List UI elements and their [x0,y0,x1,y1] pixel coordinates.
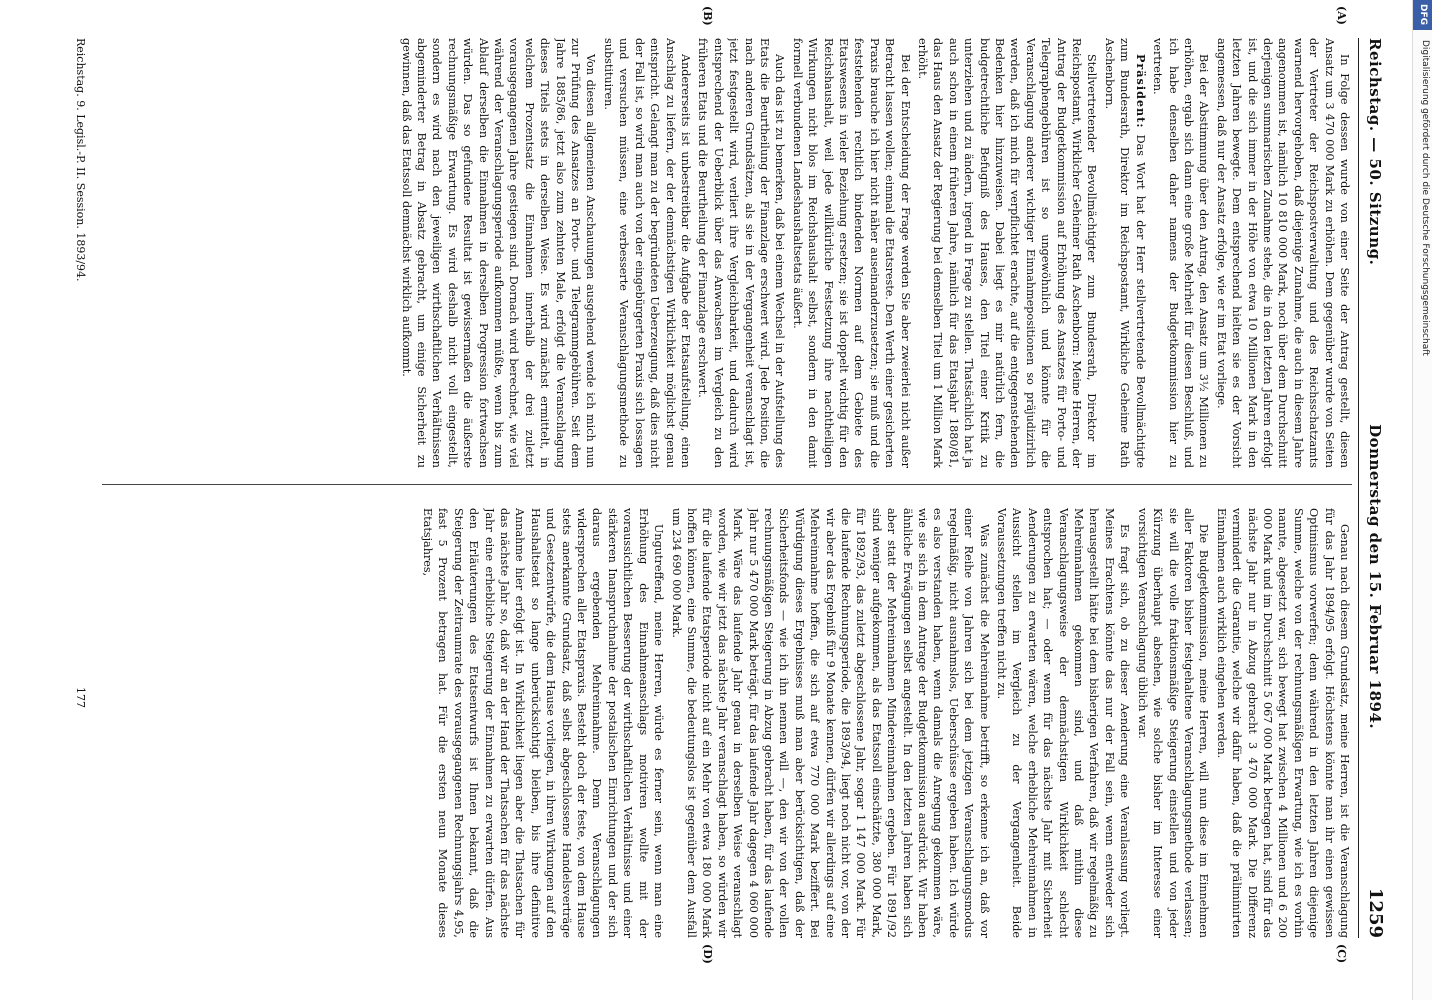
margin-marker-b: (B) [701,6,714,26]
left-column [102,38,1352,468]
right-column [102,508,1352,938]
footer-sheet-number: 177 [74,687,87,708]
header-rule [1358,38,1359,938]
left-paragraph-7: Von diesen allgemeinen Anschauungen ausgehend wende ich mich nun zur Prüfung des Ansatzes an Porto- und Telegrammgebühren. Seit dem Jahre 1885/86, jetzt also zum zehnten Male, erfolgt die Veranschlagung dieses Titels stets in derselben Weise. Es wird zunächst ermittelt, in welchem Prozentsatz die Einnahmen innerhalb der drei zuletzt vorausgegangenen Jahre gestiegen sind. Dornach wird berechnet, wie viel während der Veranschlagungsperiode aufkommen müßte, wenn bis zum Ablauf derselben die Einnahmen in derselben Progression fortwachsen würden. Das so gefundene Resultat ist gewissermaßen die äußerste rechnungsmäßige Erwartung. Es wird deshalb nicht voll eingestellt, sondern es wird nach den jeweiligen wirthschaftlichen Verhältnissen abgeminderter Betrag in Absatz gebracht, um einige Sicherheit zu gewinnen, daß das Etatssoll demnächst wirklich aufkommt. [399,38,598,468]
left-paragraph-2: Bei der Abstimmung über den Antrag, den Ansatz um 3½ Millionen zu erhöhen, ergab sich dann eine große Mehrheit für diesen Beschluß, und ich habe denselben daher namens der Budgetkommission hier zu vertreten. [1151,38,1211,468]
dfg-logo: DFG [1413,0,1432,30]
right-paragraph-2: Die Budgetkommission, meine Herren, will nun diese im Einnehmen aller Faktoren bisher festgehaltene Veranschlagungsmethode verlassen; sie will die volle fraktionsmäßige Steigerung einstellen und von jeder Kürzung überhaupt absehen, wie solche bisher im Interesse einer vorsichtigen Veranschlagung üblich war. [1135,508,1211,938]
column-divider [102,484,1352,485]
left-paragraph-5: Auch das ist zu bemerken, daß bei einem Wechsel in der Aufstellung des Etats die Beurtheilung der Finanzlage erschwert wird. Jede Position, die nach anderen Grundsätzen, als sie in der Vergangenheit veranschlagt ist, jetzt festgestellt wird, verliert ihre Vergleichbarkeit, und dadurch wird entsprechend der Ueberblick über das Anwachsen im Vergleich zu den früheren Etats und die Beurtheilung der Finanzlage erschwert. [696,38,787,468]
right-paragraph-4: Was zunächst die Mehreinnahme betrifft, so erkenne ich an, daß vor einer Reihe von Jahren sich bei dem jetzigen Veranschlagungsmodus regelmäßig, nicht ausnahmslos, Ueberschüsse ergeben haben. Ich würde es also verstanden haben, wenn damals die Anregung gekommen wäre, wie sie sich in dem Antrage der Budgetkommission ausdrückt. Wir haben ähnliche Erwägungen selbst angestellt. In den letzten Jahren haben sich aber statt der Mehreinnahmen Mindereinnahmen ergeben. Für 1891/92 sind weniger aufgekommen, als das Etatssoll einschätzte, 380 000 Mark, für 1892/93, das zuletzt abgeschlossene Jahr, sogar 1 147 000 Mark. Für die laufende Rechnungsperiode, die 1893/94, liegt noch nicht vor, von der wir aber das Ergebniß für 9 Monate kennen, dürfen wir allerdings auf eine Mehreinnahme hoffen, die sich auf etwa 770 000 Mark beziffert. Bei Würdigung dieses Ergebnisses muß man aber berücksichtigen, daß der Sicherheitsfonds — wie ich ihn nennen will —, den wir von der vollen rechnungsmäßigen Steigerung in Abzug gebracht haben, für das laufende Jahr nur 5 470 000 Mark beträgt, für das laufende Jahr dagegen 4 060 000 Mark. Wäre das laufende Jahr genau in derselben Weise veranschlagt worden, wie wir jetzt das nächste Jahr veranschlagt haben, so würden wir für die laufende Etatsperiode nicht auf ein Mehr von etwa 180 000 Mark hoffen können, eine Summe, die bedeutungslos ist gegenüber dem Ausfall um 234 690 000 Mark. [669,508,991,938]
left-paragraph-4: Bei der Entscheidung der Frage werden Sie aber zweierlei nicht außer Betracht lassen wollen; einmal die Etatsreste. Den Werth einer gesicherten Praxis brauche ich hier nicht näher auseinanderzusetzen; sie muß und die feststehenden rechtlich bindenden Normen auf dem Gebiete des Etatswesens in vieler Beziehung ersetzen; sie ist doppelt wichtig für den Reichshaushalt, weil jede willkürliche Festsetzung ihre nachtheiligen Wirkungen nicht blos im Reichshaushalt selbst, sondern in den damit formell verbundenen Landeshaushaltsetats äußert. [790,38,912,468]
header-date: Donnerstag den 15. Februar 1894. [1366,424,1384,730]
left-paragraph-1: In Folge dessen wurde von einer Seite der Antrag gestellt, diesen Ansatz um 3 470 000 Mark zu erhöhen. Dem gegenüber wurde von Seiten der Vertreter der Reichspostverwaltung und des Reichsschatzamts warnend hervorgehoben, daß diejenige Zunahme, die auch in diesem Jahre angenommen ist, nämlich 10 810 000 Mark, noch über dem Durchschnitt derjenigen summarischen Zunahme stehe, die in den letzten Jahren erfolgt ist, und die sich immer in der Höhe von etwa 10 Millionen Mark in den letzten Jahren bewegte. Dem entsprechend hielten sie es der Vorsicht angemessen, daß nur der Ansatz erfolge, wie er im Etat vorliege. [1214,38,1351,468]
page-footer [74,38,87,938]
margin-marker-a: (A) [1335,6,1348,25]
right-paragraph-3: Es fragt sich, ob zu dieser Aenderung eine Veranlassung vorliegt. Meines Erachtens könnte das nur der Fall sein, wenn entweder sich herausgestellt hätte bei dem bisherigen Verfahren, daß wir regelmäßig zu Mehreinnahmen gekommen sind, und daß mithin diese Veranschlagungsweise der demnächstigen Wirklichkeit schlecht entsprochen hat; — oder wenn für das nächste Jahr mit Sicherheit Aenderungen zu erwarten wären, welche erhebliche Mehreinnahmen in Aussicht stellen im Vergleich zu der Vergangenheit. Beide Voraussetzungen treffen nicht zu. [995,508,1132,938]
margin-marker-d: (D) [701,944,714,964]
digitalisation-note: Digitalisierung gefördert durch die Deutsche Forschungsgemeinschaft [1420,40,1430,356]
page-number: 1259 [1365,887,1386,938]
speaker-president: Präsident: [1133,54,1148,129]
left-paragraph-3: Stellvertretender Bevollmächtigter zum Bundesrath, Direktor im Reichspostamt, Wirklicher Geheimer Rath Aschenborn: Meine Herren, der Antrag der Budgetkommission auf Erhöhung des Ansatzes für Porto- und Telegraphengebühren ist so ungewöhnlich und könnte für die Veranschlagung anderer wichtiger Einnahmepositionen so präjudizirlich werden, daß ich mich für verpflichtet erachte, auf die entgegenstehenden Bedenken hier hinzuweisen. Dabei liegt es mir natürlich fern, die budgetrechtliche Befugniß des Hauses, den Titel einer Kritik zu unterziehen und zu ändern, irgend in Frage zu stellen. Thatsächlich hat ja auch schon in einem früheren Jahre, nämlich für das Etatsjahr 1880/81, das Haus den Ansatz der Regierung bei demselben Titel um 1 Million Mark erhöht. [916,38,1099,468]
right-paragraph-5: Ungutreffend, meine Herren, würde es ferner sein, wenn man eine Erhöhung des Einnahmeanschlags motiviren wollte mit der voraussichtlichen Besserung der wirthschaftlichen Verhältnisse und einer stärkeren Inanspruchnahme der postalischen Einrichtungen und der sich daraus ergebenden Mehreinnahme. Denn Veranschlagungen widersprechen aller Etatspraxis. Besteht doch der feste, von dem Hause stets anerkannte Grundsatz, daß selbst abgeschlossene Handelsverträge und Gesetzentwürfe, die dem Hause vorliegen, in ihren Wirkungen auf den Haushaltsetat so lange unberücksichtigt bleiben, bis ihre definitive Annahme hier erfolgt ist. In Wirklichkeit liegen aber die Thatsachen für das nächste Jahr so, daß wir an der Hand der Thatsachen für das nächste Jahr eine erhebliche Steigerung der Einnahmen zu erwarten dürfen. Aus den Erläuterungen des Etatsentwurfs ist Ihnen bekannt, daß die Steigerung der Zeitraumrate des vorausgegangenen Rechnungsjahrs 4,95, fast 5 Prozent betragen hat. Für die ersten neun Monate dieses Etatsjahres, [421,508,666,938]
margin-marker-c: (C) [1335,944,1348,964]
page-header [1360,38,1386,938]
header-session: Reichstag. — 50. Sitzung. [1366,38,1384,266]
footer-session: Reichstag. 9. Legisl.-P. II. Session. 1893/94. [74,38,87,282]
left-paragraph-6: Andererseits ist unbestreitbar die Aufgabe der Etatsaufstellung, einen Anschlag zu liefern, der der demnächstigen Wirklichkeit möglichst genau entspricht. Gelangt man zu der begründeten Ueberzeugung, daß dies nicht der Fall ist, so wird man auch von der eingebürgerten Praxis sich lossagen und versuchen müssen, eine verbesserte Veranschlagungsmethode zu substituiren. [601,38,692,468]
president-paragraph [1102,38,1148,468]
right-paragraph-1: Genau nach diesem Grundsatz, meine Herren, ist die Veranschlagung für das Jahr 1894/95 erfolgt. Höchstens könnte man ihr einen gewissen Optimismus vorwerfen; denn während in den letzten Jahren diejenige Summe, welche von der rechnungsmäßigen Erwartung, wie ich es vorhin nannte, abgesetzt war, sich bewegt hat zwischen 4 Millionen und 6 200 000 Mark und im Durchschnitt 5 067 000 Mark betragen hat, sind für das nächste Jahr nur in Abzug gebracht 3 470 000 Mark. Die Differenz vermindert die Garantie, welche wir dafür haben, daß die präliminirten Einnahmen auch wirklich eingehen werden. [1214,508,1351,938]
president-text: Das Wort hat der Herr stellvertretende Bevollmächtigte zum Bundesrath, Direktor im Reichspostamt, Wirkliche Geheime Rath Aschenborn. [1102,38,1147,468]
